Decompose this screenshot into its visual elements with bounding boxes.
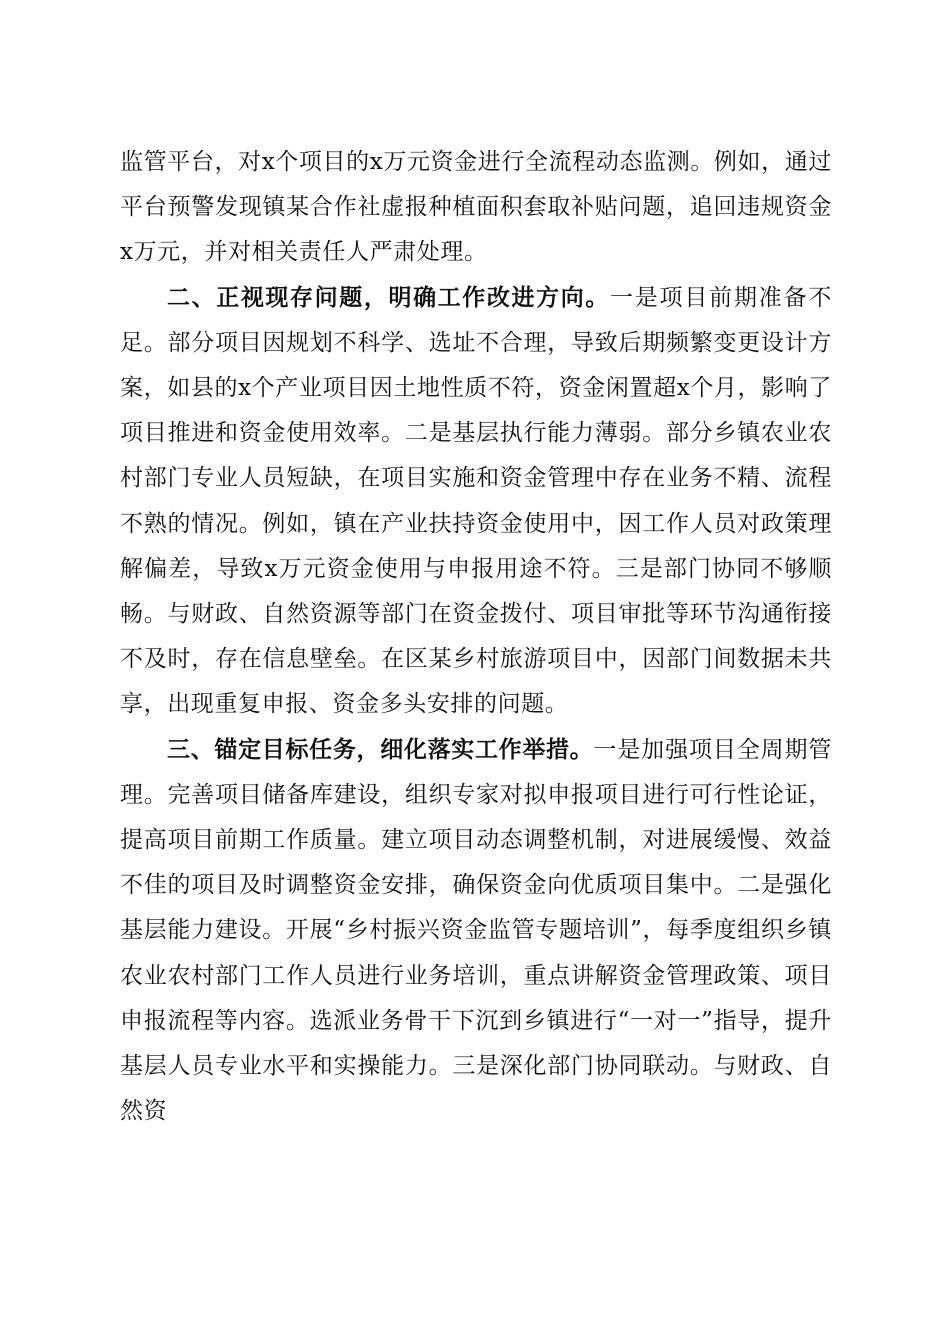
- document-body: [120, 140, 832, 1134]
- paragraph-text: 监管平台，对x个项目的x万元资金进行全流程动态监测。例如，通过平台预警发现镇某合作社虚报种植面积套取补贴问题，追回违规资金x万元，并对相关责任人严肃处理。: [120, 149, 832, 266]
- paragraph-text: 一是加强项目全周期管理。完善项目储备库建设，组织专家对拟申报项目进行可行性论证，提高项目前期工作质量。建立项目动态调整机制，对进展缓慢、效益不佳的项目及时调整资金安排，确保资金向优质项目集中。二是强化基层能力建设。开展“乡村振兴资金监管专题培训”，每季度组织乡镇农业农村部门工作人员进行业务培训，重点讲解资金管理政策、项目申报流程等内容。选派业务骨干下沉到乡镇进行“一对一”指导，提升基层人员专业水平和实操能力。三是深化部门协同联动。与财政、自然资: [120, 736, 833, 1125]
- paragraph-text: 一是项目前期准备不足。部分项目因规划不科学、选址不合理，导致后期频繁变更设计方案，如县的x个产业项目因土地性质不符，资金闲置超x个月，影响了项目推进和资金使用效率。二是基层执行能力薄弱。部分乡镇农业农村部门专业人员短缺，在项目实施和资金管理中存在业务不精、流程不熟的情况。例如，镇在产业扶持资金使用中，因工作人员对政策理解偏差，导致x万元资金使用与申报用途不符。三是部门协同不够顺畅。与财政、自然资源等部门在资金拨付、项目审批等环节沟通衔接不及时，存在信息壁垒。在区某乡村旅游项目中，因部门间数据未共享，出现重复申报、资金多头安排的问题。: [120, 284, 832, 718]
- section-heading-two: 二、正视现存问题，明确工作改进方向。: [167, 284, 610, 311]
- paragraph-continuation: [120, 140, 832, 276]
- paragraph-section-three: [120, 728, 832, 1135]
- section-heading-three: 三、锚定目标任务，细化落实工作举措。: [167, 736, 594, 763]
- paragraph-section-two: [120, 276, 832, 728]
